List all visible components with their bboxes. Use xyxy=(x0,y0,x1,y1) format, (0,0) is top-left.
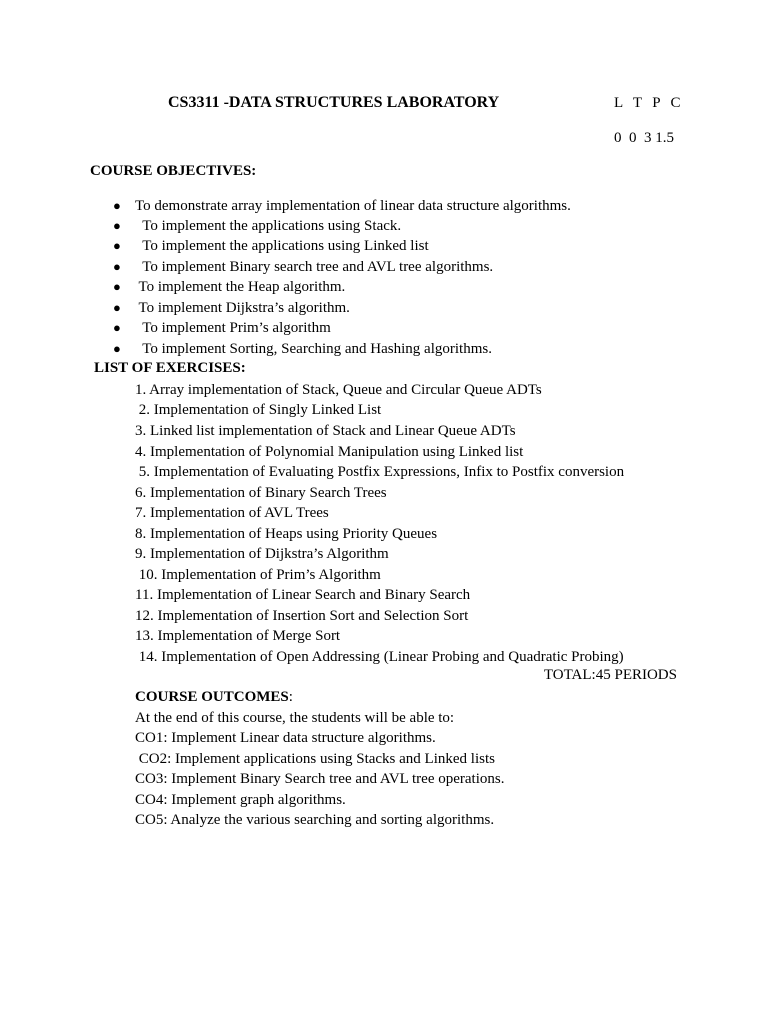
ltpc-values: 0 0 3 1.5 xyxy=(614,130,674,146)
outcome-item: CO1: Implement Linear data structure algorithms. xyxy=(135,730,436,746)
bullet-icon: ● xyxy=(113,300,121,315)
bullet-icon: ● xyxy=(113,218,121,233)
exercise-item: 10. Implementation of Prim’s Algorithm xyxy=(135,567,381,583)
exercise-item: 13. Implementation of Merge Sort xyxy=(135,628,341,644)
outcomes-heading-row xyxy=(135,688,293,706)
bullet-icon: ● xyxy=(113,279,121,294)
bullet-icon: ● xyxy=(113,198,121,213)
exercise-item: 4. Implementation of Polynomial Manipulation using Linked list xyxy=(135,444,524,460)
exercise-item: 2. Implementation of Singly Linked List xyxy=(135,402,382,418)
objective-item: To demonstrate array implementation of linear data structure algorithms. xyxy=(135,198,571,214)
exercises-heading: LIST OF EXERCISES: xyxy=(94,360,246,376)
objective-item: To implement Prim’s algorithm xyxy=(135,320,331,336)
exercise-item: 11. Implementation of Linear Search and Binary Search xyxy=(135,587,471,603)
course-title: CS3311 -DATA STRUCTURES LABORATORY xyxy=(168,94,500,111)
total-periods: TOTAL:45 PERIODS xyxy=(543,667,677,683)
exercise-item: 8. Implementation of Heaps using Priority Queues xyxy=(135,526,438,542)
outcomes-heading-colon: : xyxy=(288,689,293,705)
outcome-item: CO2: Implement applications using Stacks and Linked lists xyxy=(135,751,495,767)
exercise-item: 5. Implementation of Evaluating Postfix Expressions, Infix to Postfix conversion xyxy=(135,464,625,480)
objective-item: To implement Sorting, Searching and Hashing algorithms. xyxy=(135,341,492,357)
exercise-item: 3. Linked list implementation of Stack and Linear Queue ADTs xyxy=(135,423,516,439)
objective-item: To implement the Heap algorithm. xyxy=(135,279,346,295)
exercise-item: 6. Implementation of Binary Search Trees xyxy=(135,485,387,501)
ltpc-header: L T P C xyxy=(614,95,682,111)
outcome-item: CO5: Analyze the various searching and sorting algorithms. xyxy=(135,812,495,828)
exercise-item: 1. Array implementation of Stack, Queue and Circular Queue ADTs xyxy=(135,382,542,398)
bullet-icon: ● xyxy=(113,320,121,335)
exercise-item: 12. Implementation of Insertion Sort and Selection Sort xyxy=(135,608,469,624)
exercise-item: 14. Implementation of Open Addressing (Linear Probing and Quadratic Probing) xyxy=(135,649,624,665)
outcome-item: CO4: Implement graph algorithms. xyxy=(135,792,346,808)
outcome-item: CO3: Implement Binary Search tree and AVL tree operations. xyxy=(135,771,505,787)
bullet-icon: ● xyxy=(113,259,121,274)
outcomes-intro: At the end of this course, the students will be able to: xyxy=(135,710,455,726)
objectives-heading: COURSE OBJECTIVES: xyxy=(90,163,257,179)
bullet-icon: ● xyxy=(113,341,121,356)
outcomes-heading: COURSE OUTCOMES xyxy=(135,689,289,705)
exercise-item: 9. Implementation of Dijkstra’s Algorithm xyxy=(135,546,389,562)
exercise-item: 7. Implementation of AVL Trees xyxy=(135,505,329,521)
objective-item: To implement Dijkstra’s algorithm. xyxy=(135,300,350,316)
objective-item: To implement Binary search tree and AVL tree algorithms. xyxy=(135,259,494,275)
objective-item: To implement the applications using Linked list xyxy=(135,238,429,254)
bullet-icon: ● xyxy=(113,238,121,253)
objective-item: To implement the applications using Stack. xyxy=(135,218,402,234)
